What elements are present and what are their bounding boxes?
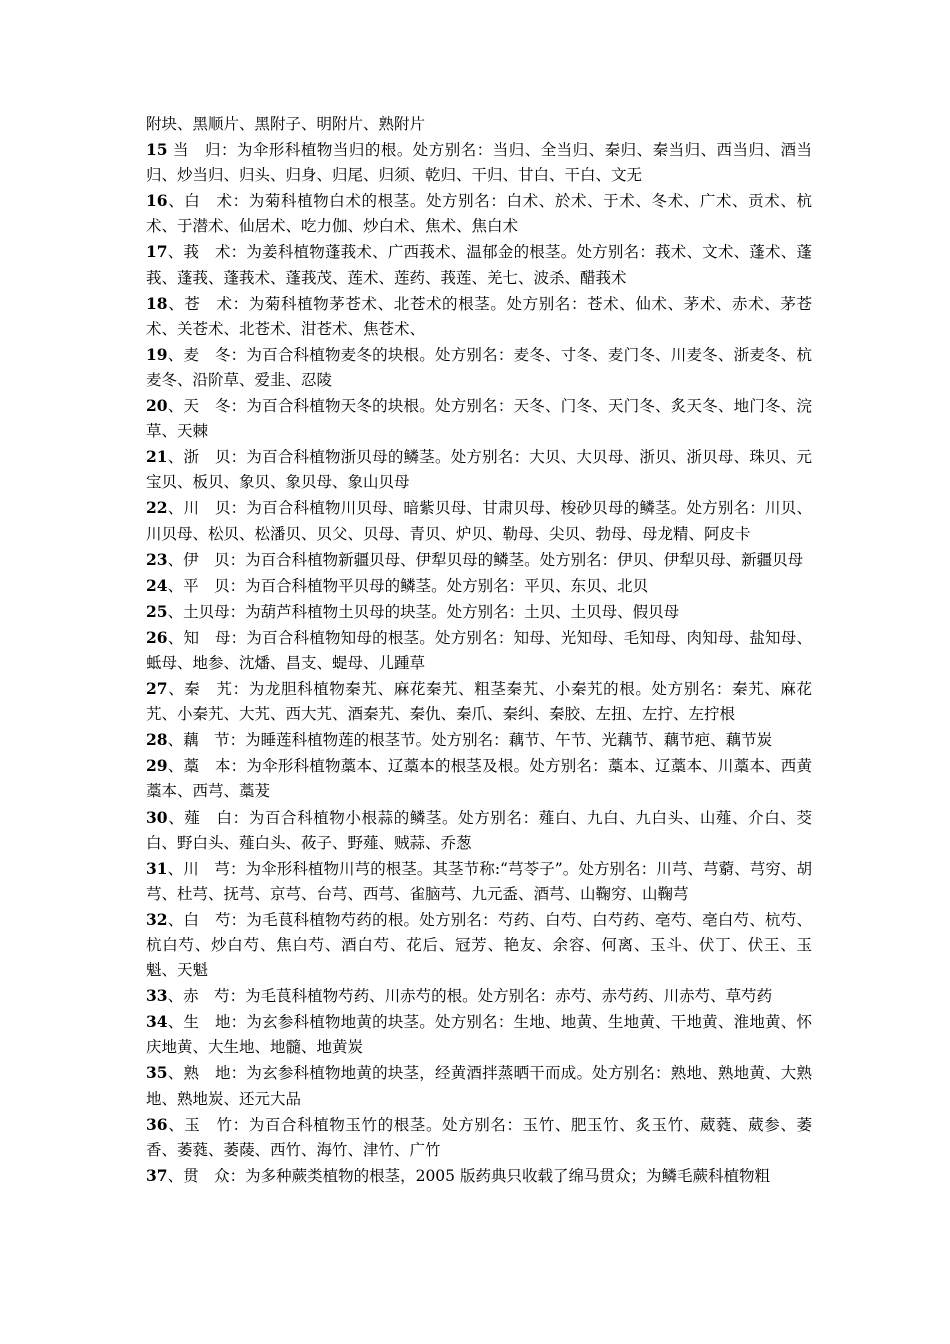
entry-number: 25	[146, 601, 168, 621]
herb-entry	[146, 239, 812, 290]
herb-entry	[146, 983, 812, 1009]
herb-entry	[146, 112, 812, 137]
entry-number: 23	[146, 549, 168, 569]
entry-number: 31	[146, 858, 168, 878]
entry-number: 21	[146, 447, 168, 467]
herb-entry	[146, 495, 812, 546]
entry-number: 32	[146, 909, 168, 929]
entry-text: 、土贝母：为葫芦科植物土贝母的块茎。处方别名：土贝、土贝母、假贝母	[167, 602, 680, 621]
document-page	[146, 112, 812, 1189]
entry-text: 、玉 竹：为百合科植物玉竹的根茎。处方别名：玉竹、肥玉竹、炙玉竹、葳蕤、葳参、萎香、萎蕤、萎䔖、西竹、海竹、津竹、广竹	[146, 1115, 812, 1159]
herb-entry	[146, 291, 812, 342]
herb-entry	[146, 599, 812, 625]
entry-number: 27	[146, 679, 168, 699]
entry-number: 26	[146, 627, 168, 647]
herb-entry	[146, 573, 812, 599]
entry-text: 、川 芎：为伞形科植物川芎的根茎。其茎节称:“芎苓子”。处方别名：川芎、芎藭、芎穷、胡芎、杜芎、抚芎、京芎、台芎、西芎、雀脑芎、九元盉、酒芎、山鞠穷、山鞠芎	[146, 859, 812, 903]
entry-text: 、贯 众：为多种蕨类植物的根茎，2005 版药典只收载了绵马贯众；为鳞毛蕨科植物粗	[167, 1166, 770, 1185]
herb-entry	[146, 342, 812, 393]
herb-entry	[146, 1060, 812, 1111]
entry-text: 、天 冬：为百合科植物天冬的块根。处方别名：天冬、门冬、天门冬、炙天冬、地门冬、浣草、天棘	[146, 397, 812, 441]
herb-entry	[146, 625, 812, 676]
entry-number: 17	[146, 242, 168, 262]
herb-entry	[146, 444, 812, 495]
entry-number: 36	[146, 1114, 168, 1134]
herb-entry	[146, 137, 812, 188]
entry-number: 15	[146, 140, 168, 160]
entry-text: 、赤 芍：为毛茛科植物芍药、川赤芍的根。处方别名：赤芍、赤芍药、川赤芍、草芍药	[167, 987, 773, 1006]
entry-number: 19	[146, 344, 168, 364]
entry-text: 、熟 地：为玄参科植物地黄的块茎，经黄酒拌蒸晒干而成。处方别名：熟地、熟地黄、大熟地、熟地炭、还元大品	[146, 1064, 812, 1108]
herb-entry	[146, 856, 812, 907]
herb-entry	[146, 1112, 812, 1163]
entry-number: 18	[146, 293, 168, 313]
entry-text: 、莪 术：为姜科植物蓬莪术、广西莪术、温郁金的根茎。处方别名：莪术、文术、蓬术、蓬莪、蓬莪、蓬莪术、蓬莪茂、莲术、莲药、莪莲、羌七、波杀、醋莪术	[146, 243, 812, 287]
entry-text: 、苍 术：为菊科植物茅苍术、北苍术的根茎。处方别名：苍术、仙术、茅术、赤术、茅苍术、关苍术、北苍术、泔苍术、焦苍术、	[146, 294, 812, 338]
entry-text: 附块、黑顺片、黑附子、明附片、熟附片	[146, 115, 426, 133]
entry-text: 、白 术：为菊科植物白术的根茎。处方别名：白术、於术、于术、冬术、广术、贡术、杭术、于潜术、仙居术、吃力伽、炒白术、焦术、焦白术	[146, 192, 812, 236]
herb-entry	[146, 805, 812, 856]
herb-entry	[146, 753, 812, 804]
entry-number: 33	[146, 986, 168, 1006]
herb-entry	[146, 1163, 812, 1189]
herb-entry	[146, 727, 812, 753]
entry-text: 、藁 本：为伞形科植物藁本、辽藁本的根茎及根。处方别名：藁本、辽藁本、川藁本、西黄藁本、西芎、藁茇	[146, 757, 812, 801]
entry-text: 、生 地：为玄参科植物地黄的块茎。处方别名：生地、地黄、生地黄、干地黄、淮地黄、怀庆地黄、大生地、地髓、地黄炭	[146, 1013, 812, 1057]
entry-number: 20	[146, 396, 168, 416]
entry-number: 22	[146, 498, 168, 518]
entry-text: 、薤 白：为百合科植物小根蒜的鳞茎。处方别名：薤白、九白、九白头、山薤、介白、茭白、野白头、薤白头、莜子、野薤、贼蒜、乔葱	[146, 808, 812, 852]
entry-number: 37	[146, 1165, 168, 1185]
entry-text: 、麦 冬：为百合科植物麦冬的块根。处方别名：麦冬、寸冬、麦门冬、川麦冬、浙麦冬、杭麦冬、沿阶草、爱韭、忍陵	[146, 345, 812, 389]
herb-entry	[146, 547, 812, 573]
entry-number: 34	[146, 1012, 168, 1032]
entry-text: 、藕 节：为睡莲科植物莲的根茎节。处方别名：藕节、午节、光藕节、藕节疤、藕节炭	[167, 731, 773, 750]
entry-number: 28	[146, 730, 168, 750]
herb-entry	[146, 1009, 812, 1060]
entry-text: 、川 贝：为百合科植物川贝母、暗紫贝母、甘肃贝母、梭砂贝母的鳞茎。处方别名：川贝、川贝母、松贝、松潘贝、贝父、贝母、青贝、炉贝、勒母、尖贝、勃母、母龙精、阿皮卡	[146, 499, 812, 543]
entry-text: 、白 芍：为毛茛科植物芍药的根。处方别名：芍药、白芍、白芍药、亳芍、亳白芍、杭芍、杭白芍、炒白芍、焦白芍、酒白芍、花后、冠芳、艳友、余容、何离、玉斗、伏丁、伏王、玉魁、天魁	[146, 910, 812, 980]
entry-text: 、浙 贝：为百合科植物浙贝母的鳞茎。处方别名：大贝、大贝母、浙贝、浙贝母、珠贝、元宝贝、板贝、象贝、象贝母、象山贝母	[146, 448, 812, 492]
entry-number: 30	[146, 807, 168, 827]
entry-number: 24	[146, 575, 168, 595]
herb-entry	[146, 676, 812, 727]
entry-number: 35	[146, 1063, 168, 1083]
entry-text: 、平 贝：为百合科植物平贝母的鳞茎。处方别名：平贝、东贝、北贝	[167, 576, 649, 595]
entry-text: 、秦 艽：为龙胆科植物秦艽、麻花秦艽、粗茎秦艽、小秦艽的根。处方别名：秦艽、麻花艽、小秦艽、大艽、西大艽、酒秦艽、秦仇、秦爪、秦纠、秦胶、左扭、左拧、左拧根	[146, 680, 812, 724]
herb-entry	[146, 393, 812, 444]
entry-text: 当 归：为伞形科植物当归的根。处方别名：当归、全当归、秦归、秦当归、西当归、酒当归、炒当归、归头、归身、归尾、归须、乾归、干归、甘白、干白、文无	[146, 141, 812, 185]
entry-text: 、伊 贝：为百合科植物新疆贝母、伊犁贝母的鳞茎。处方别名：伊贝、伊犁贝母、新疆贝母	[167, 550, 804, 569]
herb-entry	[146, 907, 812, 983]
herb-entry	[146, 188, 812, 239]
entry-number: 16	[146, 191, 168, 211]
entry-text: 、知 母：为百合科植物知母的根茎。处方别名：知母、光知母、毛知母、肉知母、盐知母、蚳母、地参、沈燔、昌支、蝭母、儿踵草	[146, 628, 812, 672]
entry-number: 29	[146, 756, 168, 776]
